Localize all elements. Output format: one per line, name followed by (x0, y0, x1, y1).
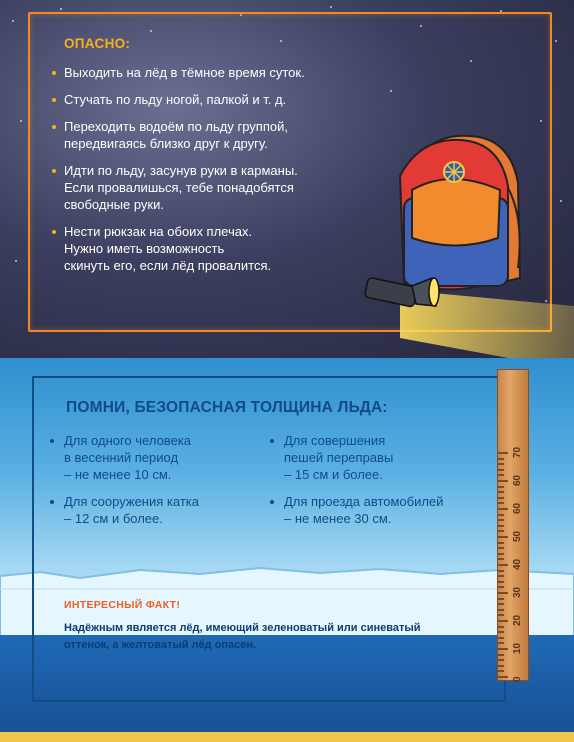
ruler-tick (498, 670, 504, 672)
thickness-item: Для сооружения катка – 12 см и более. (46, 493, 246, 527)
ruler-tick (498, 603, 504, 605)
thickness-item: Для проезда автомобилей – не менее 30 см. (266, 493, 466, 527)
ruler-tick (498, 536, 508, 538)
ruler-tick (498, 547, 504, 549)
ruler-label: 0 (512, 676, 523, 682)
ruler-tick (498, 575, 504, 577)
star (555, 40, 557, 42)
ruler-tick (498, 609, 504, 611)
ruler-tick (498, 463, 504, 465)
ruler-tick (498, 452, 508, 454)
ruler-tick (498, 508, 508, 510)
ice-panel (0, 358, 574, 742)
danger-item-3: Переходить водоём по льду группой, передвигаясь близко друг к другу. (48, 118, 368, 152)
ruler-tick (498, 637, 504, 639)
danger-title: ОПАСНО: (64, 36, 131, 51)
ruler-label: 30 (512, 586, 523, 598)
ruler-tick (498, 558, 504, 560)
ruler-tick (498, 553, 504, 555)
thickness-list-left (46, 432, 246, 537)
ruler-tick (498, 626, 504, 628)
ruler-tick (498, 474, 504, 476)
ruler-tick (498, 659, 504, 661)
safe-thickness-title: ПОМНИ, БЕЗОПАСНАЯ ТОЛЩИНА ЛЬДА: (66, 399, 388, 416)
ruler-label: 40 (512, 558, 523, 570)
ruler-tick (498, 525, 504, 527)
ruler-tick (498, 648, 508, 650)
star (20, 120, 22, 122)
ruler-tick (498, 497, 504, 499)
star (12, 20, 14, 22)
thickness-item: Для совершения пешей переправы – 15 см и более. (266, 432, 466, 483)
ruler-label: 10 (512, 642, 523, 654)
star (560, 200, 562, 202)
fact-text: Надёжным является лёд, имеющий зеленоватый или синеватый оттенок, а желтоватый лёд опасен. (64, 622, 421, 651)
ruler-tick (498, 491, 504, 493)
next-section-edge (0, 732, 574, 742)
ruler-tick (498, 676, 508, 678)
thickness-item: Для одного человека в весенний период – не менее 10 см. (46, 432, 246, 483)
ruler-tick (498, 458, 504, 460)
ruler-tick (498, 642, 504, 644)
ruler-tick (498, 530, 504, 532)
ruler-label: 60 (512, 502, 523, 514)
ruler-tick (498, 570, 504, 572)
ruler-tick (498, 598, 504, 600)
star (60, 8, 62, 10)
ruler-tick (498, 502, 504, 504)
ruler-label: 60 (512, 474, 523, 486)
star (330, 6, 332, 8)
ruler-tick (498, 592, 508, 594)
ruler-tick (498, 614, 504, 616)
danger-item-1: Выходить на лёд в тёмное время суток. (48, 64, 368, 81)
ruler-label: 70 (512, 446, 523, 458)
ruler-tick (498, 586, 504, 588)
ruler-illustration (497, 369, 529, 681)
ruler-tick (498, 469, 504, 471)
ruler-tick (498, 564, 508, 566)
thickness-list-right (266, 432, 466, 537)
ruler-tick (498, 480, 508, 482)
ruler-label: 20 (512, 614, 523, 626)
ruler-tick (498, 665, 504, 667)
danger-panel (0, 0, 574, 358)
danger-list (48, 64, 368, 284)
ruler-tick (498, 519, 504, 521)
ruler-tick (498, 514, 504, 516)
ruler-tick (498, 631, 504, 633)
ruler-tick (498, 486, 504, 488)
danger-item-5: Нести рюкзак на обоих плечах. Нужно иметь возможность скинуть его, если лёд провалится. (48, 223, 368, 274)
danger-item-2: Стучать по льду ногой, палкой и т. д. (48, 91, 368, 108)
ruler-tick (498, 654, 504, 656)
danger-item-4: Идти по льду, засунув руки в карманы. Если провалишься, тебе понадобятся свободные руки. (48, 162, 368, 213)
star (15, 260, 17, 262)
ruler-tick (498, 581, 504, 583)
ruler-label: 50 (512, 530, 523, 542)
flashlight-illustration (360, 272, 450, 316)
fact-title: ИНТЕРЕСНЫЙ ФАКТ! (64, 599, 181, 611)
ruler-tick (498, 542, 504, 544)
ruler-tick (498, 620, 508, 622)
